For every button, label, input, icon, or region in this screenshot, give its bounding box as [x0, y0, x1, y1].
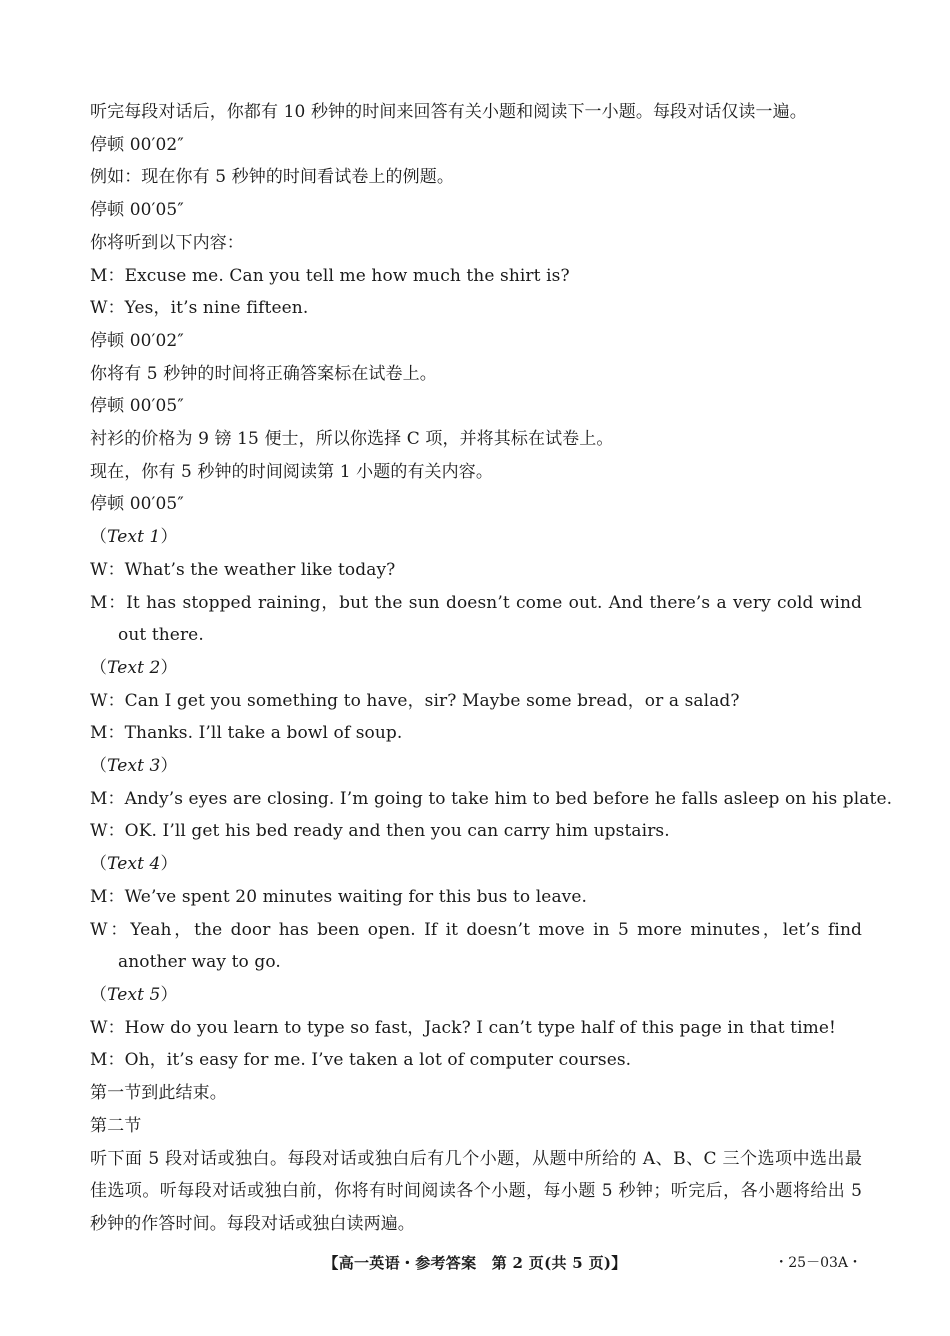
script-line: W：Can I get you something to have，sir? Maybe some bread，or a salad?: [90, 690, 740, 711]
script-line: 你将听到以下内容：: [90, 232, 244, 253]
text-section-label: （Text 4）: [90, 854, 178, 875]
script-line: 听完每段对话后，你都有 10 秒钟的时间来回答有关小题和阅读下一小题。每段对话仅读一遍。: [90, 102, 807, 122]
script-line: 停顿 00′05″: [90, 494, 184, 515]
script-line: W：What’s the weather like today?: [90, 559, 396, 580]
script-line: 听下面 5 段对话或独白。每段对话或独白后有几个小题，从题中所给的 A、B、C 三个选项中选出最佳选项。听每段对话或独白前，你将有时间阅读各个小题，每小题 5 秒钟；听完后，各小题将给出 5 秒钟的作答时间。每段对话或独白读两遍。: [90, 1148, 862, 1234]
footer-page-info: 【高一英语・参考答案 第 2 页(共 5 页)】: [323, 1254, 627, 1272]
text-section-label: （Text 5）: [90, 984, 178, 1005]
script-line: 第二节: [90, 1115, 142, 1136]
script-line: 现在，你有 5 秒钟的时间阅读第 1 小题的有关内容。: [90, 461, 493, 482]
script-line: 停顿 00′02″: [90, 330, 184, 351]
listening-script: [90, 96, 893, 1241]
script-line: 停顿 00′05″: [90, 200, 184, 221]
answer-key-page: [90, 96, 893, 1241]
script-line: W：OK. I’ll get his bed ready and then you can carry him upstairs.: [90, 821, 670, 842]
script-line: W：How do you learn to type so fast，Jack? I can’t type half of this page in that time!: [90, 1017, 836, 1038]
script-line: M：It has stopped raining，but the sun doesn’t come out. And there’s a very cold wind out there.: [90, 592, 862, 646]
script-line: W：Yes，it’s nine fifteen.: [90, 298, 309, 319]
script-line: W：Yeah，the door has been open. If it doesn’t move in 5 more minutes，let’s find another way to go.: [90, 919, 862, 973]
script-line: 第一节到此结束。: [90, 1083, 227, 1104]
script-line: 停顿 00′05″: [90, 396, 184, 417]
script-line: 你将有 5 秒钟的时间将正确答案标在试卷上。: [90, 363, 437, 384]
script-line: M：Oh，it’s easy for me. I’ve taken a lot of computer courses.: [90, 1050, 632, 1071]
script-line: M：Excuse me. Can you tell me how much the shirt is?: [90, 265, 570, 286]
page-footer: [0, 1252, 950, 1272]
script-line: M：Andy’s eyes are closing. I’m going to take him to bed before he falls asleep on his plate.: [90, 788, 893, 809]
text-section-label: （Text 2）: [90, 657, 178, 678]
text-section-label: （Text 1）: [90, 527, 178, 548]
script-line: 例如：现在你有 5 秒钟的时间看试卷上的例题。: [90, 167, 454, 188]
footer-code: ・25－03A・: [774, 1255, 862, 1271]
script-line: 衬衫的价格为 9 镑 15 便士，所以你选择 C 项，并将其标在试卷上。: [90, 429, 614, 450]
script-line: M：We’ve spent 20 minutes waiting for this bus to leave.: [90, 886, 588, 907]
script-line: 停顿 00′02″: [90, 134, 184, 155]
text-section-label: （Text 3）: [90, 756, 178, 777]
script-line: M：Thanks. I’ll take a bowl of soup.: [90, 723, 403, 744]
